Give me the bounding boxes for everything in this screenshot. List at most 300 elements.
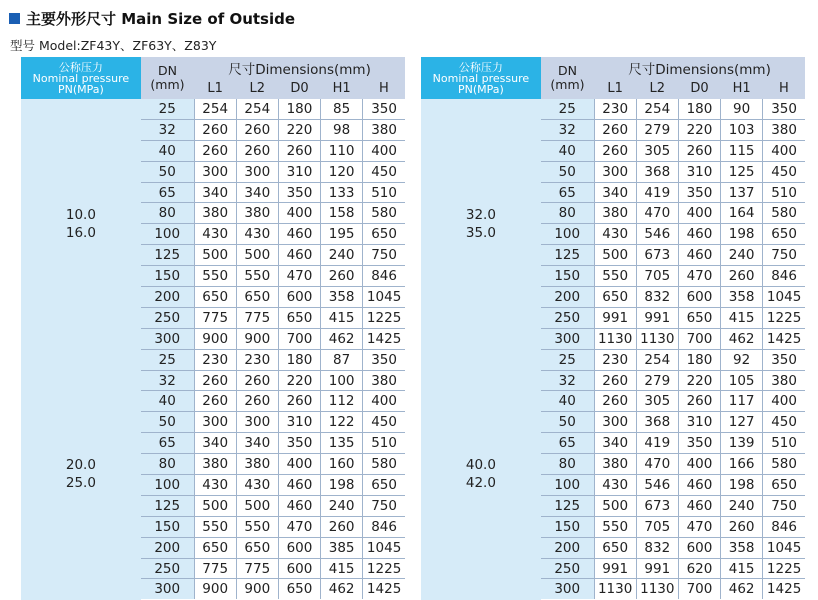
h1-value: 166: [721, 454, 763, 475]
l2-value: 305: [636, 391, 678, 412]
l2-value: 230: [236, 349, 278, 370]
d0-value: 460: [678, 224, 720, 245]
pressure-value: 10.0: [65, 206, 96, 223]
square-bullet-icon: [9, 13, 20, 24]
l1-value: 650: [594, 537, 636, 558]
dn-value: 125: [541, 245, 594, 266]
h1-value: 240: [721, 495, 763, 516]
h1-value: 385: [321, 537, 363, 558]
l2-value: 775: [236, 307, 278, 328]
d0-value: 310: [278, 161, 320, 182]
h1-value: 127: [721, 412, 763, 433]
h-value: 750: [763, 245, 805, 266]
l2-value: 300: [236, 412, 278, 433]
dn-value: 40: [541, 140, 594, 161]
page-title: 主要外形尺寸 Main Size of Outside: [26, 9, 296, 28]
l2-value: 368: [636, 161, 678, 182]
l1-value: 550: [594, 266, 636, 287]
d0-value: 600: [278, 558, 320, 579]
h-value: 1425: [363, 579, 405, 599]
l2-value: 260: [236, 140, 278, 161]
h-value: 580: [363, 454, 405, 475]
page-title-block: [9, 7, 295, 29]
l1-header: L1: [594, 78, 636, 99]
h1-header: H1: [321, 78, 363, 99]
h-value: 400: [763, 140, 805, 161]
dn-value: 125: [141, 495, 194, 516]
h1-value: 137: [721, 182, 763, 203]
l1-value: 775: [194, 307, 236, 328]
h-value: 380: [363, 370, 405, 391]
l2-value: 340: [236, 182, 278, 203]
l2-value: 673: [636, 245, 678, 266]
h1-value: 462: [721, 579, 763, 599]
h-value: 380: [763, 119, 805, 140]
l2-value: 900: [236, 328, 278, 349]
h-value: 750: [763, 495, 805, 516]
dimensions-header: 尺寸Dimensions(mm): [594, 57, 805, 78]
l1-value: 500: [594, 245, 636, 266]
l2-value: 1130: [636, 328, 678, 349]
d0-value: 180: [678, 349, 720, 370]
h-value: 350: [363, 349, 405, 370]
d0-value: 180: [678, 99, 720, 119]
d0-value: 470: [278, 516, 320, 537]
l2-value: 279: [636, 119, 678, 140]
dn-header-label: DN: [557, 63, 577, 78]
d0-value: 220: [678, 119, 720, 140]
h1-value: 462: [321, 579, 363, 599]
h1-value: 115: [721, 140, 763, 161]
l1-value: 260: [194, 140, 236, 161]
h-value: 1045: [763, 287, 805, 308]
dn-value: 250: [541, 307, 594, 328]
l1-value: 430: [594, 224, 636, 245]
l2-value: 705: [636, 266, 678, 287]
dn-value: 250: [141, 558, 194, 579]
d0-value: 400: [278, 203, 320, 224]
h1-value: 110: [321, 140, 363, 161]
l2-value: 380: [236, 454, 278, 475]
l1-value: 380: [194, 203, 236, 224]
right-dimension-table: [421, 57, 805, 600]
l2-value: 470: [636, 203, 678, 224]
d0-value: 310: [678, 412, 720, 433]
h1-value: 120: [321, 161, 363, 182]
l2-value: 419: [636, 433, 678, 454]
l1-value: 260: [194, 119, 236, 140]
h-value: 750: [363, 245, 405, 266]
l2-value: 300: [236, 161, 278, 182]
dn-value: 65: [541, 433, 594, 454]
d0-value: 260: [678, 391, 720, 412]
h1-value: 260: [721, 516, 763, 537]
pressure-header-cn: 公称压力: [58, 60, 103, 74]
l2-value: 546: [636, 224, 678, 245]
h-value: 380: [363, 119, 405, 140]
dn-value: 150: [141, 266, 194, 287]
l1-value: 340: [194, 182, 236, 203]
h-value: 510: [763, 433, 805, 454]
l2-value: 254: [236, 99, 278, 119]
h-value: 450: [363, 412, 405, 433]
dn-value: 50: [541, 412, 594, 433]
h-value: 650: [763, 224, 805, 245]
h1-value: 160: [321, 454, 363, 475]
h-value: 580: [763, 454, 805, 475]
l1-value: 900: [194, 579, 236, 599]
l1-value: 500: [194, 495, 236, 516]
pressure-header: [21, 57, 141, 99]
l2-value: 430: [236, 475, 278, 496]
l1-value: 260: [594, 391, 636, 412]
dn-header-label: DN: [157, 63, 177, 78]
h1-value: 260: [321, 516, 363, 537]
dimensions-header: 尺寸Dimensions(mm): [194, 57, 405, 78]
l1-value: 500: [194, 245, 236, 266]
pressure-header-cn: 公称压力: [458, 60, 503, 74]
h1-value: 240: [321, 245, 363, 266]
d0-value: 700: [678, 328, 720, 349]
l1-value: 430: [594, 475, 636, 496]
h1-value: 133: [321, 182, 363, 203]
dn-value: 300: [141, 579, 194, 599]
l1-value: 380: [594, 454, 636, 475]
l1-value: 991: [594, 307, 636, 328]
dn-value: 65: [541, 182, 594, 203]
d0-value: 310: [678, 161, 720, 182]
pressure-value: 16.0: [65, 224, 96, 241]
dn-value: 25: [141, 349, 194, 370]
l1-value: 230: [594, 349, 636, 370]
l1-value: 1130: [594, 579, 636, 599]
d0-value: 650: [278, 307, 320, 328]
l1-value: 550: [194, 266, 236, 287]
l2-value: 650: [236, 287, 278, 308]
h-value: 380: [763, 370, 805, 391]
h1-value: 85: [321, 99, 363, 119]
pressure-value: 25.0: [65, 475, 96, 492]
dn-value: 250: [141, 307, 194, 328]
table-row: [421, 349, 805, 370]
dn-value: 65: [141, 433, 194, 454]
h1-value: 240: [321, 495, 363, 516]
h-value: 510: [363, 433, 405, 454]
pressure-group-cell: [421, 349, 541, 599]
l1-value: 900: [194, 328, 236, 349]
dn-header-unit: (mm): [150, 77, 185, 92]
d0-value: 180: [278, 349, 320, 370]
l1-value: 550: [594, 516, 636, 537]
d0-value: 180: [278, 99, 320, 119]
dn-value: 150: [541, 266, 594, 287]
h1-value: 358: [321, 287, 363, 308]
d0-value: 460: [678, 495, 720, 516]
dn-value: 80: [541, 454, 594, 475]
l1-value: 991: [594, 558, 636, 579]
d0-value: 310: [278, 412, 320, 433]
dn-header-unit: (mm): [550, 77, 585, 92]
h1-value: 415: [321, 558, 363, 579]
h1-value: 260: [721, 266, 763, 287]
d0-value: 400: [678, 203, 720, 224]
pressure-header-en: Nominal pressure: [32, 71, 130, 85]
l2-value: 305: [636, 140, 678, 161]
dn-value: 250: [541, 558, 594, 579]
l1-value: 550: [194, 516, 236, 537]
table-row: [21, 349, 405, 370]
h1-value: 198: [721, 224, 763, 245]
dn-value: 50: [141, 412, 194, 433]
dn-value: 50: [141, 161, 194, 182]
dn-value: 150: [541, 516, 594, 537]
dn-value: 200: [541, 537, 594, 558]
l2-value: 991: [636, 307, 678, 328]
d0-header: D0: [278, 78, 320, 99]
h1-value: 105: [721, 370, 763, 391]
d0-value: 460: [278, 224, 320, 245]
d0-value: 600: [278, 537, 320, 558]
dn-value: 200: [141, 537, 194, 558]
dn-value: 25: [141, 99, 194, 119]
l1-value: 775: [194, 558, 236, 579]
dn-value: 300: [541, 579, 594, 599]
h-value: 350: [763, 99, 805, 119]
l2-value: 546: [636, 475, 678, 496]
h1-value: 462: [721, 328, 763, 349]
pressure-header-unit: PN(MPa): [458, 82, 504, 96]
dn-value: 100: [141, 224, 194, 245]
pressure-value: 20.0: [65, 457, 96, 474]
h-header: H: [763, 78, 805, 99]
l2-value: 991: [636, 558, 678, 579]
h1-value: 117: [721, 391, 763, 412]
dn-value: 200: [541, 287, 594, 308]
dn-value: 40: [141, 140, 194, 161]
d0-value: 600: [278, 287, 320, 308]
l1-value: 300: [594, 161, 636, 182]
dn-value: 65: [141, 182, 194, 203]
l2-value: 705: [636, 516, 678, 537]
d0-value: 460: [278, 495, 320, 516]
l1-value: 1130: [594, 328, 636, 349]
dn-value: 125: [541, 495, 594, 516]
l2-value: 775: [236, 558, 278, 579]
d0-value: 470: [678, 516, 720, 537]
dn-value: 300: [541, 328, 594, 349]
l1-value: 500: [594, 495, 636, 516]
h1-header: H1: [721, 78, 763, 99]
h1-value: 98: [321, 119, 363, 140]
l1-value: 260: [594, 370, 636, 391]
l1-value: 340: [594, 182, 636, 203]
dn-value: 32: [541, 119, 594, 140]
d0-header: D0: [678, 78, 720, 99]
l1-value: 300: [594, 412, 636, 433]
table-row: [421, 99, 805, 119]
h1-value: 164: [721, 203, 763, 224]
l1-value: 650: [194, 537, 236, 558]
dn-value: 100: [141, 475, 194, 496]
dn-value: 80: [141, 454, 194, 475]
dn-value: 40: [141, 391, 194, 412]
h-value: 750: [363, 495, 405, 516]
h-value: 400: [763, 391, 805, 412]
pressure-value: 40.0: [465, 457, 496, 474]
l2-value: 260: [236, 391, 278, 412]
d0-value: 460: [678, 245, 720, 266]
h-value: 450: [363, 161, 405, 182]
h-value: 580: [363, 203, 405, 224]
h-value: 1225: [363, 307, 405, 328]
dn-value: 32: [541, 370, 594, 391]
l1-value: 300: [194, 161, 236, 182]
h-value: 510: [363, 182, 405, 203]
h-value: 450: [763, 161, 805, 182]
l2-value: 254: [636, 349, 678, 370]
d0-value: 350: [278, 433, 320, 454]
l1-value: 340: [194, 433, 236, 454]
h-value: 1225: [763, 558, 805, 579]
dn-header: [141, 57, 194, 99]
h1-value: 358: [721, 537, 763, 558]
d0-value: 600: [678, 537, 720, 558]
left-dimension-table: [21, 57, 405, 600]
l2-value: 430: [236, 224, 278, 245]
h-value: 846: [763, 516, 805, 537]
l1-value: 260: [194, 391, 236, 412]
l2-value: 340: [236, 433, 278, 454]
l1-value: 300: [194, 412, 236, 433]
l1-header: L1: [194, 78, 236, 99]
dn-value: 32: [141, 119, 194, 140]
pressure-value: 35.0: [465, 224, 496, 241]
l1-value: 260: [194, 370, 236, 391]
l2-value: 832: [636, 287, 678, 308]
h1-value: 198: [321, 475, 363, 496]
l2-value: 279: [636, 370, 678, 391]
h1-value: 125: [721, 161, 763, 182]
d0-value: 700: [678, 579, 720, 599]
d0-value: 400: [278, 454, 320, 475]
d0-value: 220: [278, 119, 320, 140]
dn-value: 100: [541, 224, 594, 245]
d0-value: 400: [678, 454, 720, 475]
d0-value: 470: [678, 266, 720, 287]
h1-value: 100: [321, 370, 363, 391]
l2-value: 832: [636, 537, 678, 558]
dn-value: 32: [141, 370, 194, 391]
h1-value: 260: [321, 266, 363, 287]
dn-value: 40: [541, 391, 594, 412]
d0-value: 350: [678, 433, 720, 454]
h1-value: 90: [721, 99, 763, 119]
d0-value: 260: [278, 391, 320, 412]
dn-value: 125: [141, 245, 194, 266]
h1-value: 198: [721, 475, 763, 496]
pressure-group-cell: [21, 349, 141, 599]
l2-value: 500: [236, 245, 278, 266]
d0-value: 220: [678, 370, 720, 391]
l1-value: 650: [594, 287, 636, 308]
pressure-value: 32.0: [465, 206, 496, 223]
d0-value: 460: [278, 245, 320, 266]
l2-value: 673: [636, 495, 678, 516]
d0-value: 620: [678, 558, 720, 579]
h-value: 1225: [763, 307, 805, 328]
h1-value: 415: [721, 558, 763, 579]
h-value: 1425: [363, 328, 405, 349]
l2-value: 650: [236, 537, 278, 558]
l2-value: 470: [636, 454, 678, 475]
h-value: 846: [763, 266, 805, 287]
h1-value: 240: [721, 245, 763, 266]
l2-value: 550: [236, 516, 278, 537]
l1-value: 430: [194, 475, 236, 496]
d0-value: 460: [678, 475, 720, 496]
h-value: 1045: [363, 537, 405, 558]
l1-value: 260: [594, 140, 636, 161]
l1-value: 650: [194, 287, 236, 308]
l2-header: L2: [236, 78, 278, 99]
d0-value: 470: [278, 266, 320, 287]
d0-value: 460: [278, 475, 320, 496]
h1-value: 135: [321, 433, 363, 454]
h1-value: 103: [721, 119, 763, 140]
dn-value: 25: [541, 99, 594, 119]
l2-value: 550: [236, 266, 278, 287]
pressure-header: [421, 57, 541, 99]
l2-value: 419: [636, 182, 678, 203]
l1-value: 260: [594, 119, 636, 140]
l1-value: 380: [194, 454, 236, 475]
l2-value: 500: [236, 495, 278, 516]
l1-value: 230: [594, 99, 636, 119]
h1-value: 87: [321, 349, 363, 370]
h1-value: 122: [321, 412, 363, 433]
dn-value: 80: [141, 203, 194, 224]
d0-value: 650: [278, 579, 320, 599]
dn-value: 200: [141, 287, 194, 308]
dn-header: [541, 57, 594, 99]
d0-value: 600: [678, 287, 720, 308]
l1-value: 430: [194, 224, 236, 245]
d0-value: 700: [278, 328, 320, 349]
pressure-value: 42.0: [465, 475, 496, 492]
h-value: 1045: [363, 287, 405, 308]
d0-value: 350: [678, 182, 720, 203]
h-value: 580: [763, 203, 805, 224]
dn-value: 50: [541, 161, 594, 182]
l2-value: 900: [236, 579, 278, 599]
h-value: 450: [763, 412, 805, 433]
h1-value: 92: [721, 349, 763, 370]
d0-value: 350: [278, 182, 320, 203]
d0-value: 650: [678, 307, 720, 328]
dn-value: 25: [541, 349, 594, 370]
h-value: 1225: [363, 558, 405, 579]
l2-value: 368: [636, 412, 678, 433]
dn-value: 150: [141, 516, 194, 537]
h1-value: 139: [721, 433, 763, 454]
h-value: 650: [763, 475, 805, 496]
l1-value: 380: [594, 203, 636, 224]
l1-value: 254: [194, 99, 236, 119]
h1-value: 415: [321, 307, 363, 328]
dn-value: 100: [541, 475, 594, 496]
h-header: H: [363, 78, 405, 99]
table-row: [21, 99, 405, 119]
